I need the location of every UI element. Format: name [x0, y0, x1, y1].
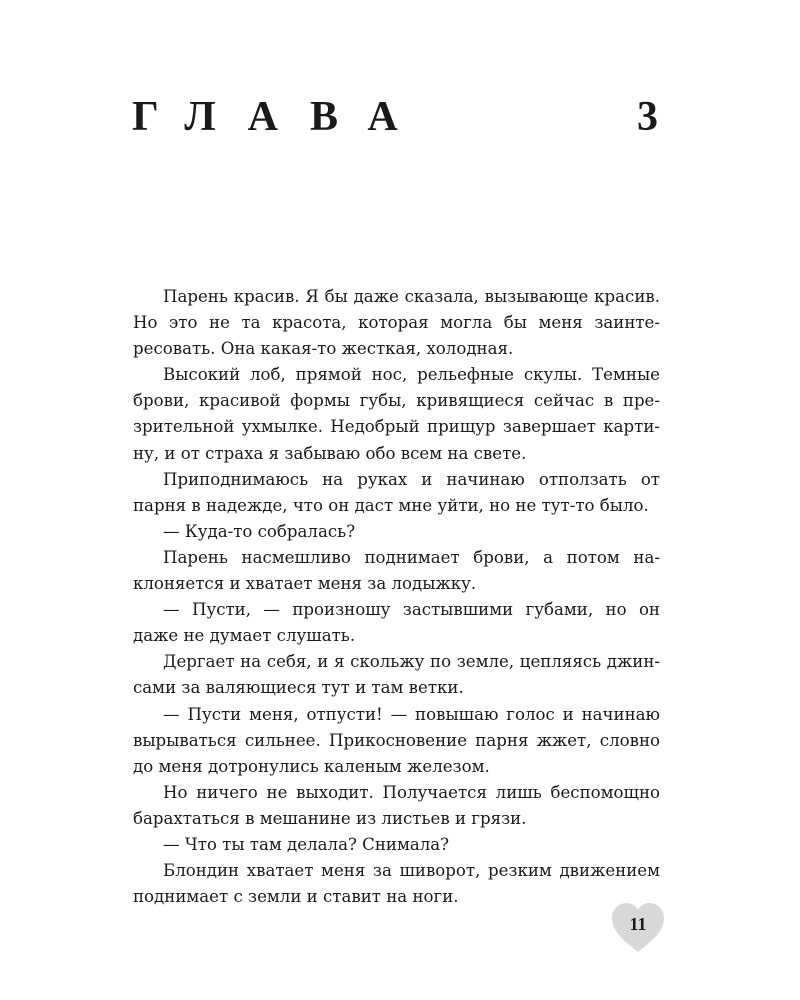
paragraph: — Пусти меня, отпусти! — повышаю голос и начинаю вырываться сильнее. Прикосновение парня жжет, словно до меня дотронулись каленым железом. — [133, 704, 660, 776]
chapter-number: 3 — [637, 94, 658, 140]
chapter-title: ГЛАВА — [132, 94, 430, 140]
chapter-heading — [132, 92, 658, 142]
paragraph: Высокий лоб, прямой нос, рельефные скулы. Темные брови, красивой формы губы, кривящиеся сейчас в презрительной ухмылке. Недобрый прищур завершает картину, и от страха я забываю обо всем на свете. — [133, 365, 660, 463]
paragraph: Парень красив. Я бы даже сказала, вызывающе красив. Но это не та красота, которая могла бы меня заинтересовать. Она какая-то жесткая, холодная. — [133, 287, 660, 359]
body-text — [133, 284, 660, 910]
paragraph: — Что ты там делала? Снимала? — [163, 834, 450, 854]
paragraph: — Пусти, — произношу застывшими губами, но он даже не думает слушать. — [133, 600, 660, 646]
paragraph: Дергает на себя, и я скольжу по земле, цепляясь джинсами за валяющиеся тут и там ветки. — [133, 652, 660, 698]
paragraph: Парень насмешливо поднимает брови, а потом наклоняется и хватает меня за лодыжку. — [133, 547, 660, 594]
paragraph: Приподнимаюсь на руках и начинаю отползать от парня в надежде, что он даст мне уйти, но не тут-то было. — [133, 469, 660, 515]
page-number: 11 — [629, 914, 647, 934]
paragraph: Но ничего не выходит. Получается лишь беспомощно барахтаться в мешанине из листьев и грязи. — [133, 782, 660, 828]
paragraph: — Куда-то собралась? — [163, 521, 356, 541]
page-number-badge — [608, 900, 668, 954]
paragraph: Блондин хватает меня за шиворот, резким движением поднимает с земли и ставит на ноги. — [133, 861, 660, 907]
